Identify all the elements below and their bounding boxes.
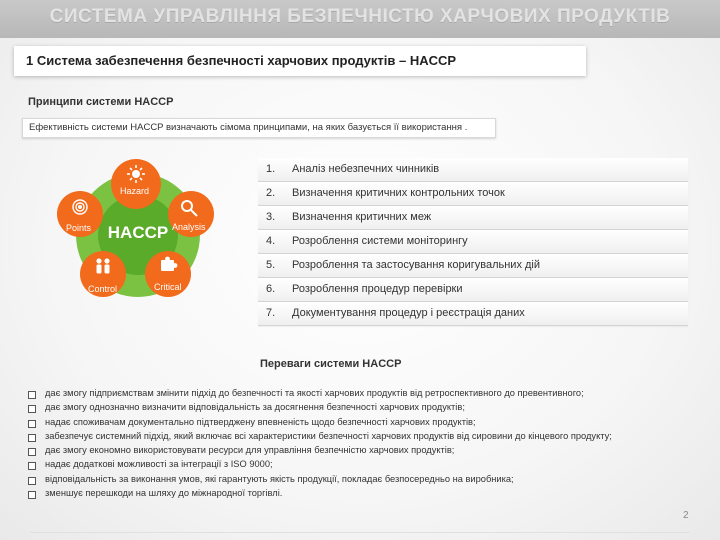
subtitle: 1 Система забезпечення безпечності харчових продуктів – HACCP <box>26 53 457 68</box>
bullet-icon <box>28 477 36 485</box>
principle-number: 6. <box>266 283 276 295</box>
subtitle-bar <box>14 46 586 76</box>
benefit-text: дає змогу підприємствам змінити підхід до безпечності та якості харчових продуктів від ретроспективного до превентивного; <box>45 388 584 398</box>
intro-box <box>22 118 496 138</box>
principle-number: 2. <box>266 187 276 199</box>
bullet-icon <box>28 462 36 470</box>
intro-text: Ефективність системи HACCP визначають сімома принципами, на яких базується її використання . <box>29 122 468 133</box>
analysis-label: Analysis <box>172 222 206 232</box>
principle-row <box>258 206 688 230</box>
benefit-text: зменшує перешкоди на шляху до міжнародної торгівлі. <box>45 488 283 499</box>
control-label: Control <box>88 284 118 294</box>
principles-heading: Принципи системи HACCP <box>28 96 174 108</box>
bullet-icon <box>28 391 36 399</box>
main-title: СИСТЕМА УПРАВЛІННЯ БЕЗПЕЧНІСТЮ ХАРЧОВИХ ПРОДУКТІВ <box>49 6 671 27</box>
haccp-diagram <box>48 150 228 300</box>
principle-row <box>258 254 688 278</box>
benefits-list <box>28 388 708 502</box>
principle-text: Розроблення процедур перевірки <box>292 283 463 295</box>
principle-number: 5. <box>266 259 276 271</box>
bottom-divider <box>30 532 690 533</box>
benefit-item <box>28 445 708 459</box>
benefit-text: відповідальність за виконання умов, які гарантують якість продукції, покладає безпосередньо на виробника; <box>45 473 514 484</box>
principle-text: Документування процедур і реєстрація даних <box>292 307 525 319</box>
principle-row <box>258 182 688 206</box>
benefit-text: дає змогу однозначно визначити відповідальність за досягнення безпечності харчових продуктів; <box>45 402 465 413</box>
benefit-item <box>28 488 708 502</box>
points-label: Points <box>66 223 92 233</box>
benefits-heading: Переваги системи HACCP <box>260 358 402 370</box>
benefit-item <box>28 402 708 416</box>
benefit-item <box>28 417 708 431</box>
principle-text: Аналіз небезпечних чинників <box>292 163 440 175</box>
benefit-text: надає додаткові можливості за інтеграції з ISO 9000; <box>45 459 273 470</box>
principle-number: 7. <box>266 307 276 319</box>
bullet-icon <box>28 434 36 442</box>
principle-text: Визначення критичних контрольних точок <box>292 187 505 199</box>
principle-row <box>258 158 688 182</box>
principle-number: 3. <box>266 211 276 223</box>
bullet-icon <box>28 491 36 499</box>
bullet-icon <box>28 448 36 456</box>
benefit-text: надає споживачам документально підтверджену впевненість щодо безпечності харчових продуктів; <box>45 416 476 427</box>
benefit-item <box>28 431 708 445</box>
principle-number: 1. <box>266 163 276 175</box>
bullet-icon <box>28 405 36 413</box>
benefit-text: забезпечує системний підхід, який включає всі характеристики безпечності харчових продуктів від сировини до кінцевого продукту; <box>45 430 612 441</box>
benefit-item <box>28 459 708 473</box>
benefit-item <box>28 388 708 402</box>
principle-number: 4. <box>266 235 276 247</box>
principle-row <box>258 278 688 302</box>
benefit-item <box>28 474 708 488</box>
bullet-icon <box>28 420 36 428</box>
principle-row <box>258 302 688 326</box>
hazard-label: Hazard <box>120 186 150 196</box>
principle-row <box>258 230 688 254</box>
benefit-text: дає змогу економно використовувати ресурси для управління безпечністю харчових продуктів; <box>45 445 455 456</box>
principle-text: Розроблення та застосування коригувальних дій <box>292 259 541 271</box>
critical-label: Critical <box>154 282 182 292</box>
haccp-center-label: HACCP <box>107 223 169 242</box>
principle-text: Визначення критичних меж <box>292 211 432 223</box>
principle-text: Розроблення системи моніторингу <box>292 235 468 247</box>
page-number: 2 <box>683 510 689 521</box>
